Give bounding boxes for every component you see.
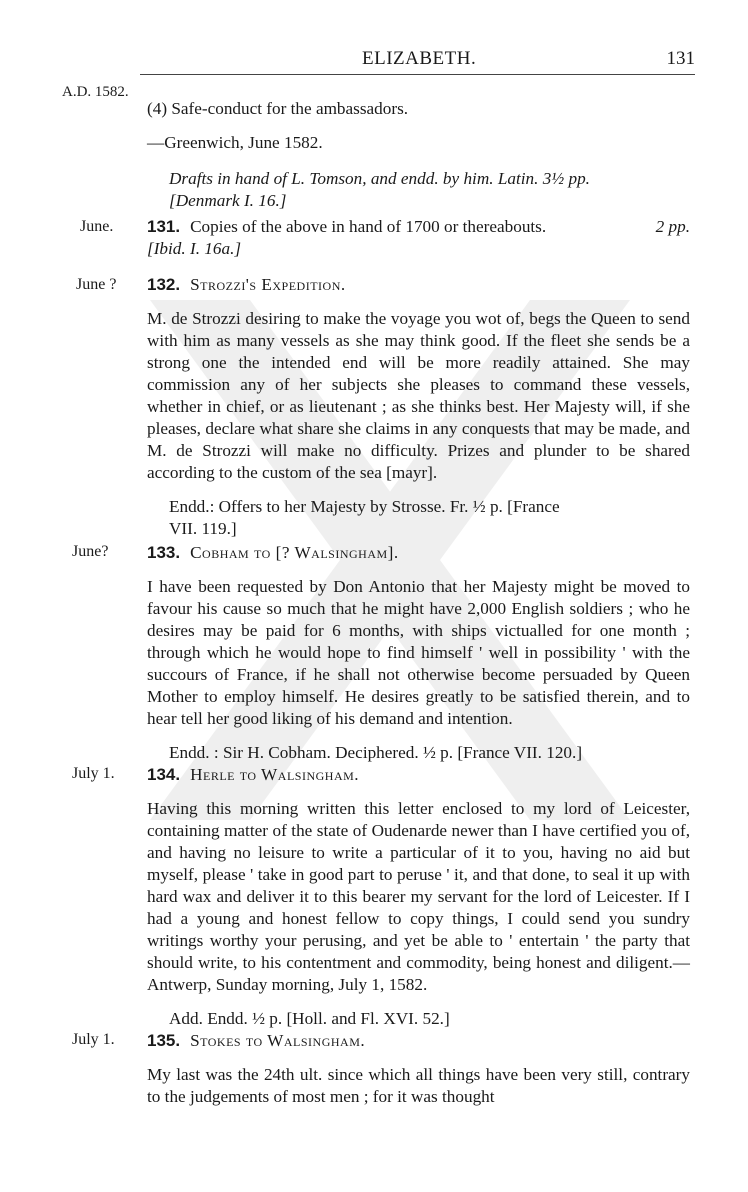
item-4-place: —Greenwich, June 1582.	[147, 133, 323, 152]
entry-135-title: Stokes to Walsingham.	[190, 1031, 366, 1050]
margin-date-132: June ?	[76, 276, 117, 293]
entry-134-title: Herle to Walsingham.	[190, 765, 360, 784]
entry-132-title: Strozzi's Expedition.	[190, 275, 346, 294]
entry-134	[147, 764, 690, 1030]
entry-132	[147, 274, 690, 540]
page-number: 131	[666, 48, 695, 69]
entry-132-heading	[147, 274, 690, 296]
entry-number: 133.	[147, 543, 181, 562]
running-title: ELIZABETH.	[362, 48, 477, 69]
entry-135-body: My last was the 24th ult. since which all things have been very still, contrary to the judgements of most men ; for it was thought	[147, 1065, 690, 1106]
margin-year: A.D. 1582.	[62, 84, 129, 100]
entry-133	[147, 542, 690, 764]
margin-date-135: July 1.	[72, 1031, 115, 1048]
item-4-note-line2: [Denmark I. 16.]	[169, 191, 287, 210]
margin-date-134: July 1.	[72, 765, 115, 782]
entry-131-body: Copies of the above in hand of 1700 or thereabouts.	[190, 217, 547, 236]
entry-number: 135.	[147, 1031, 181, 1050]
margin-date-133: June?	[72, 543, 109, 560]
entry-134-body: Having this morning written this letter enclosed to my lord of Leicester, containing matter of the state of Oudenarde newer than I have certified you of, and having no leisure to write a particular of it to you, having no aid but myself, please ' take in good part to peruse ' it, and that done, to seal it up with hard wax and deliver it to this bearer my servant for the lord of Leicester. If I had a young and honest fellow to copy things, I could send you sundry writings worthy your perusing, and yet be able to ' entertain ' the party that should write, to his contentment and commodity, being honest and diligent.—Antwerp, Sunday morning, July 1, 1582.	[147, 799, 690, 994]
entry-134-heading	[147, 764, 690, 786]
entry-133-endd: Endd. : Sir H. Cobham. Deciphered. ½ p. [France VII. 120.]	[169, 743, 583, 762]
entry-number: 131.	[147, 217, 181, 236]
entry-132-endd	[147, 496, 690, 540]
entry-131-text	[147, 216, 690, 238]
entry-135-heading	[147, 1030, 690, 1052]
margin-date-131: June.	[80, 218, 114, 235]
entry-number: 134.	[147, 765, 181, 784]
entry-number: 132.	[147, 275, 181, 294]
entry-133-heading	[147, 542, 690, 564]
entry-item-4	[147, 98, 690, 212]
entry-134-endd: Add. Endd. ½ p. [Holl. and Fl. XVI. 52.]	[169, 1009, 450, 1028]
entry-131	[147, 216, 690, 260]
page-header	[140, 48, 695, 75]
entry-132-endd-line2: VII. 119.]	[169, 519, 237, 538]
entry-131-ref: [Ibid. I. 16a.]	[147, 239, 242, 258]
entry-135	[147, 1030, 690, 1108]
entry-133-body: I have been requested by Don Antonio that her Majesty might be moved to favour his cause so much that he might have 2,000 English soldiers ; who he desires may be paid for 6 months, with ships victualled for one month ; through which he would hope to find himself ' well in possibility ' with the succours of France, if he shall not otherwise become persuaded by Queen Mother to employ himself. He desires greatly to be satisfied therein, and to hear tell her good liking of his demand and intention.	[147, 577, 690, 728]
item-4-note-line1: Drafts in hand of L. Tomson, and endd. by him. Latin. 3½ pp.	[169, 169, 590, 188]
entry-132-body: M. de Strozzi desiring to make the voyage you wot of, begs the Queen to send with him as many vessels as she may think good. If the fleet she sends be a strong one the intended end will be more readily attained. She may commission any of her subjects she pleases to command these vessels, whether in chief, or as lieutenant ; as she thinks best. Her Majesty will, if she pleases, declare what share she claims in any conquests that may be made, and M. de Strozzi will make no difficulty. Prizes and plunder to be shared according to the custom of the sea [mayr].	[147, 309, 690, 482]
entry-132-endd-line1: Endd.: Offers to her Majesty by Strosse. Fr. ½ p. [France	[169, 497, 560, 516]
entry-131-pages: 2 pp.	[655, 217, 690, 236]
item-4-line: (4) Safe-conduct for the ambassadors.	[147, 99, 409, 118]
item-4-note	[147, 168, 690, 212]
entry-133-title: Cobham to [? Walsingham].	[190, 543, 399, 562]
